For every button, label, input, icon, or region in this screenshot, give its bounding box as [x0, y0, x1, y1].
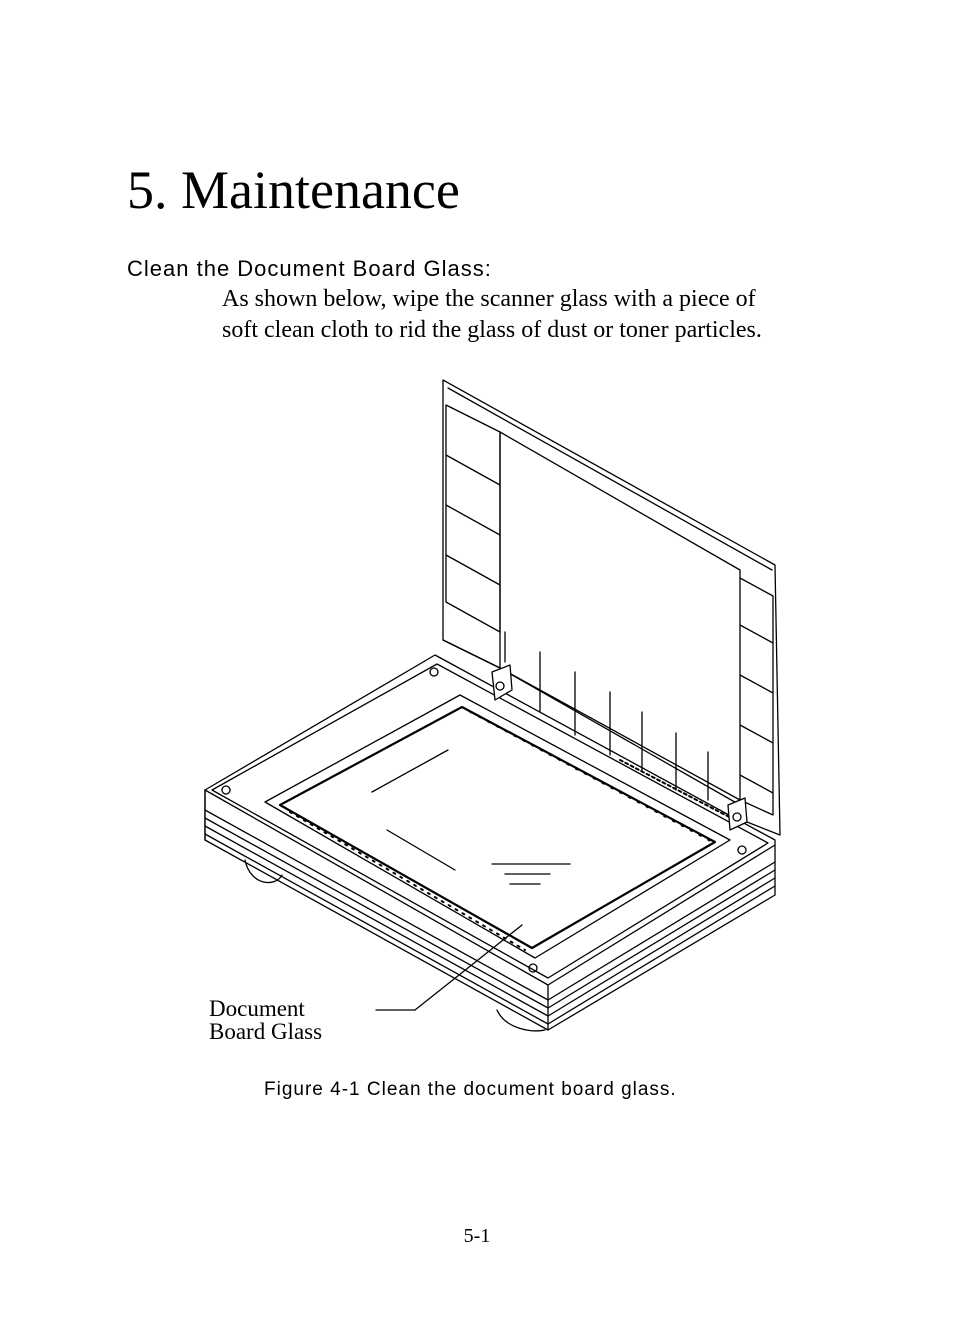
scanner-illustration	[180, 370, 800, 1060]
body-text-line-1: As shown below, wipe the scanner glass with a piece of	[222, 286, 756, 312]
figure-caption: Figure 4-1 Clean the document board glass.	[264, 1079, 677, 1100]
callout-label-line-2: Board Glass	[209, 1019, 323, 1044]
page-title: 5. Maintenance	[127, 160, 460, 220]
page-number: 5-1	[463, 1225, 491, 1247]
section-heading: Clean the Document Board Glass:	[127, 256, 492, 281]
body-text-line-2: soft clean cloth to rid the glass of dust or toner particles.	[222, 317, 762, 343]
callout-label-line-1: Document	[209, 996, 305, 1021]
